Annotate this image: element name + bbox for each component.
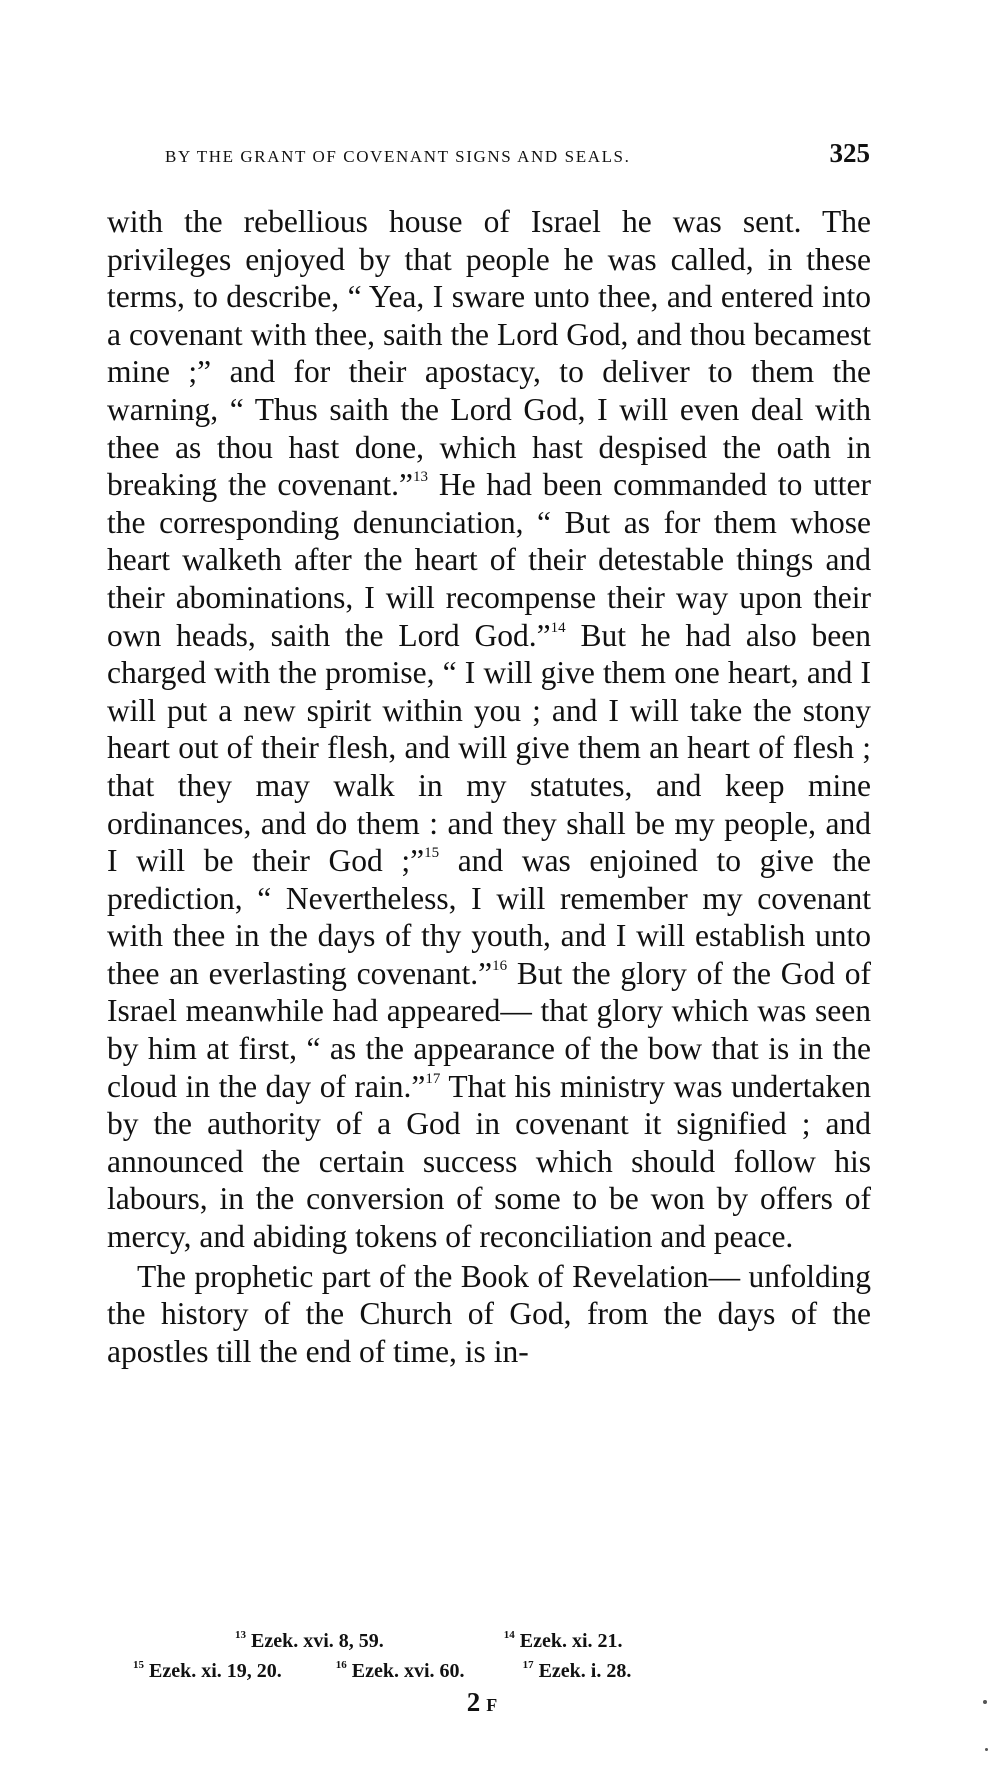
footnote-16-text: Ezek. xvi. 60. <box>351 1660 465 1682</box>
footnote-13-number: 13 <box>235 1629 246 1641</box>
footnote-15-text: Ezek. xi. 19, 20. <box>149 1660 282 1682</box>
paragraph-1-part-a: with the rebellious house of Israel he was sent. The privileges enjoyed by that people he was called, in these terms, to describe, “ Yea, I sware unto thee, and entered into a covenant with thee, saith the Lord God, and thou becamest mine ;” and for their apostacy, to deliver to them the warning, “ Thus saith the Lord God, I will even deal with thee as thou hast done, which hast despised the oath in breaking the covenant.” <box>107 204 871 503</box>
footnote-15-number: 15 <box>133 1659 144 1671</box>
footnote-14 <box>504 1630 623 1652</box>
footnote-17 <box>523 1660 632 1682</box>
footnote-ref-16: 16 <box>492 957 508 974</box>
paragraph-1-part-d: and was enjoined to give the prediction, “ Nevertheless, I will remember my covenant with thee in the days of thy youth, and I will establish unto thee an everlasting covenant.” <box>107 843 871 991</box>
paper-speck <box>983 1700 987 1704</box>
footnote-16 <box>336 1660 465 1682</box>
paragraph-1-part-e: But the glory of the God of Israel meanwhile had appeared— that glory which was seen by him at first, “ as the appearance of the bow that is in the cloud in the day of rain.” <box>107 955 871 1104</box>
paper-speck <box>985 1748 988 1751</box>
footnote-ref-13: 13 <box>412 469 428 486</box>
footnote-17-number: 17 <box>522 1659 534 1671</box>
paragraph-1-part-b: He had been commanded to utter the corresponding denunciation, “ But as for them whose heart walketh after the heart of their detestable things and their abominations, I will recompense their way upon their own heads, saith the Lord God.” <box>107 467 871 653</box>
footnote-13 <box>235 1630 384 1652</box>
paragraph-1 <box>107 203 871 1256</box>
footnote-14-text: Ezek. xi. 21. <box>519 1630 623 1652</box>
signature-number: 2 <box>466 1687 487 1717</box>
footnote-line-1 <box>235 1630 623 1653</box>
footnote-17-text: Ezek. i. 28. <box>538 1660 632 1682</box>
footnote-ref-14: 14 <box>550 619 566 636</box>
running-head <box>165 138 870 178</box>
page-number: 325 <box>829 138 870 168</box>
paragraph-1-part-f: That his ministry was undertaken by the authority of a God in covenant it signified ; and announced the certain success which should follow his labours, in the conversion of some to be won by offers of mercy, and abiding tokens of reconciliation and peace. <box>107 1068 871 1255</box>
running-title: BY THE GRANT OF COVENANT SIGNS AND SEALS. <box>165 147 631 166</box>
footnote-16-number: 16 <box>335 1659 347 1671</box>
footnote-ref-17: 17 <box>425 1070 441 1087</box>
footnote-line-2 <box>133 1660 631 1683</box>
footnote-15 <box>133 1660 282 1682</box>
footnote-13-text: Ezek. xvi. 8, 59. <box>251 1630 384 1652</box>
footnote-ref-15: 15 <box>424 845 440 862</box>
paragraph-2: The prophetic part of the Book of Revelation— unfolding the history of the Church of God, from the days of the apostles till the end of time, is in- <box>107 1258 871 1369</box>
signature-letter: F <box>486 1695 504 1715</box>
body-text <box>107 203 871 1370</box>
signature-mark <box>455 1687 515 1718</box>
paragraph-1-part-c: But he had also been charged with the promise, “ I will give them one heart, and I will put a new spirit within you ; and I will take the stony heart out of their flesh, and will give them an heart of flesh ; that they may walk in my statutes, and keep mine ordinances, and do them : and they shall be my people, and I will be their God ;” <box>107 617 871 879</box>
footnote-14-number: 14 <box>503 1629 515 1641</box>
